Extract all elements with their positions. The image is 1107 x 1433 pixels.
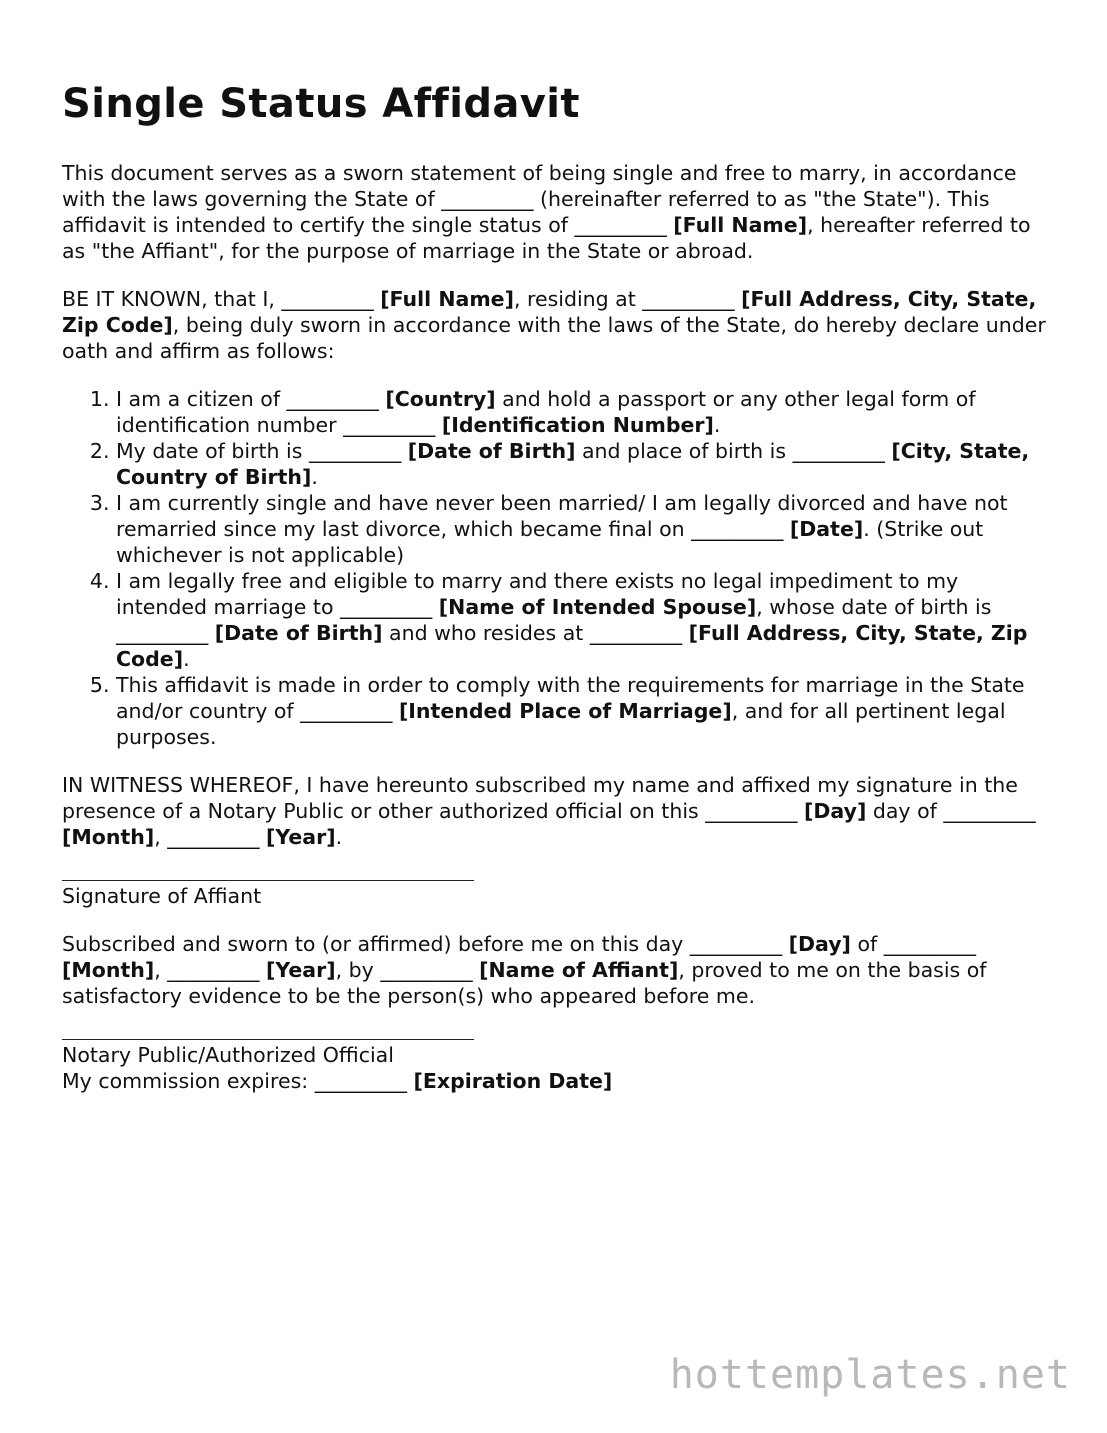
blank-day: _________ xyxy=(705,799,798,823)
document-title: Single Status Affidavit xyxy=(62,81,580,127)
blank-full-name: _________ xyxy=(281,287,374,311)
item-text: I am currently single and have never been married/ I am legally divorced and have not remarried since my last divorce, which became final on xyxy=(116,491,1008,541)
sworn-text: , by xyxy=(335,958,381,982)
intro-text: , hereafter referred to as "the Affiant", for the purpose of marriage in the State or abroad. xyxy=(62,213,1031,263)
blank-affiant-name: _________ xyxy=(380,958,473,982)
field-spouse-address: [Full Address, City, State, Zip Code] xyxy=(116,621,1028,671)
field-day: [Day] xyxy=(804,799,867,823)
notary-label: Notary Public/Authorized Official xyxy=(62,1043,394,1067)
field-expiration-date: [Expiration Date] xyxy=(413,1069,613,1093)
commission-expires xyxy=(62,1068,1052,1094)
blank-intended-spouse: _________ xyxy=(340,595,433,619)
field-full-name: [Full Name] xyxy=(673,213,808,237)
intro-text: (hereinafter referred to as "the State"). This affidavit is intended to certify the single status of xyxy=(62,187,990,237)
known-text: , being duly sworn in accordance with the laws of the State, do hereby declare under oath and affirm as follows: xyxy=(62,313,1046,363)
be-it-known-paragraph xyxy=(62,286,1052,364)
item-text: , whose date of birth is xyxy=(756,595,992,619)
witness-text: IN WITNESS WHEREOF, I have hereunto subscribed my name and affixed my signature in the presence of a Notary Public or other authorized official on this xyxy=(62,773,1018,823)
blank-date-of-birth: _________ xyxy=(308,439,402,463)
blank-full-name: _________ xyxy=(574,213,667,237)
commission-expires-label: My commission expires: xyxy=(62,1069,315,1093)
blank-day: _________ xyxy=(689,932,783,956)
field-year: [Year] xyxy=(266,825,336,849)
field-country: [Country] xyxy=(385,387,496,411)
list-item xyxy=(116,568,1052,672)
item-text: and who resides at xyxy=(382,621,590,645)
sworn-text: of xyxy=(850,932,884,956)
list-item xyxy=(116,386,1052,438)
item-text: . xyxy=(311,465,318,489)
item-text: My date of birth is xyxy=(116,439,309,463)
field-intended-spouse: [Name of Intended Spouse] xyxy=(438,595,757,619)
blank-expiration-date: _________ xyxy=(314,1069,407,1093)
item-text: I am legally free and eligible to marry and there exists no legal impediment to my intended marriage to xyxy=(116,569,959,619)
item-text: . xyxy=(713,413,721,437)
field-date-of-birth: [Date of Birth] xyxy=(407,439,576,463)
witness-text: , xyxy=(154,825,168,849)
field-month: [Month] xyxy=(62,825,155,849)
field-month: [Month] xyxy=(62,958,155,982)
list-item xyxy=(116,490,1052,568)
field-affiant-name: [Name of Affiant] xyxy=(479,958,679,982)
item-text: . (Strike out whichever is not applicable) xyxy=(116,517,984,567)
field-day: [Day] xyxy=(788,932,851,956)
document-page xyxy=(62,78,1052,1116)
field-identification-number: [Identification Number] xyxy=(441,413,714,437)
sworn-text: , proved to me on the basis of satisfactory evidence to be the person(s) who appeared before me. xyxy=(62,958,987,1008)
blank-country: _________ xyxy=(286,387,379,411)
blank-state: _________ xyxy=(441,187,534,211)
known-text: BE IT KNOWN, that I, xyxy=(62,287,282,311)
list-item xyxy=(116,672,1052,750)
declaration-list xyxy=(62,386,1052,750)
blank-spouse-birth-date: _________ xyxy=(116,621,209,645)
blank-marriage-place: _________ xyxy=(300,699,393,723)
field-divorce-date: [Date] xyxy=(789,517,864,541)
list-item xyxy=(116,438,1052,490)
notary-signature-line xyxy=(62,1039,474,1040)
item-text: I am a citizen of xyxy=(116,387,287,411)
field-place-of-birth: [City, State, Country of Birth] xyxy=(116,439,1030,489)
intro-text: This document serves as a sworn statement of being single and free to marry, in accordance with the laws governing the State of xyxy=(62,161,1017,211)
blank-place-of-birth: _________ xyxy=(792,439,885,463)
item-text: and hold a passport or any other legal form of identification number xyxy=(116,387,976,437)
intro-paragraph xyxy=(62,160,1052,264)
sworn-text: , xyxy=(154,958,168,982)
field-year: [Year] xyxy=(266,958,336,982)
field-full-name: [Full Name] xyxy=(380,287,514,311)
witness-text: day of xyxy=(866,799,944,823)
field-full-address: [Full Address, City, State, Zip Code] xyxy=(62,287,1037,337)
affiant-signature-line xyxy=(62,880,474,881)
known-text: , residing at xyxy=(513,287,643,311)
blank-month: _________ xyxy=(883,932,976,956)
item-text: and place of birth is xyxy=(575,439,793,463)
blank-year: _________ xyxy=(167,825,260,849)
field-spouse-birth-date: [Date of Birth] xyxy=(214,621,383,645)
sworn-text: Subscribed and sworn to (or affirmed) before me on this day xyxy=(62,932,690,956)
item-text: , and for all pertinent legal purposes. xyxy=(116,699,1006,749)
blank-year: _________ xyxy=(167,958,260,982)
item-text: . xyxy=(183,647,190,671)
blank-divorce-date: _________ xyxy=(691,517,784,541)
affiant-signature-label: Signature of Affiant xyxy=(62,884,262,908)
sworn-paragraph xyxy=(62,931,1052,1009)
blank-identification-number: _________ xyxy=(343,413,436,437)
blank-full-address: _________ xyxy=(642,287,735,311)
blank-spouse-address: _________ xyxy=(589,621,683,645)
witness-paragraph xyxy=(62,772,1052,850)
field-marriage-place: [Intended Place of Marriage] xyxy=(398,699,732,723)
watermark: hottemplates.net xyxy=(669,1352,1071,1398)
blank-month: _________ xyxy=(943,799,1036,823)
affiant-signature-block xyxy=(62,880,1052,909)
item-text: This affidavit is made in order to comply with the requirements for marriage in the State and/or country of xyxy=(116,673,1025,723)
witness-text: . xyxy=(335,825,343,849)
notary-signature-block xyxy=(62,1039,1052,1094)
